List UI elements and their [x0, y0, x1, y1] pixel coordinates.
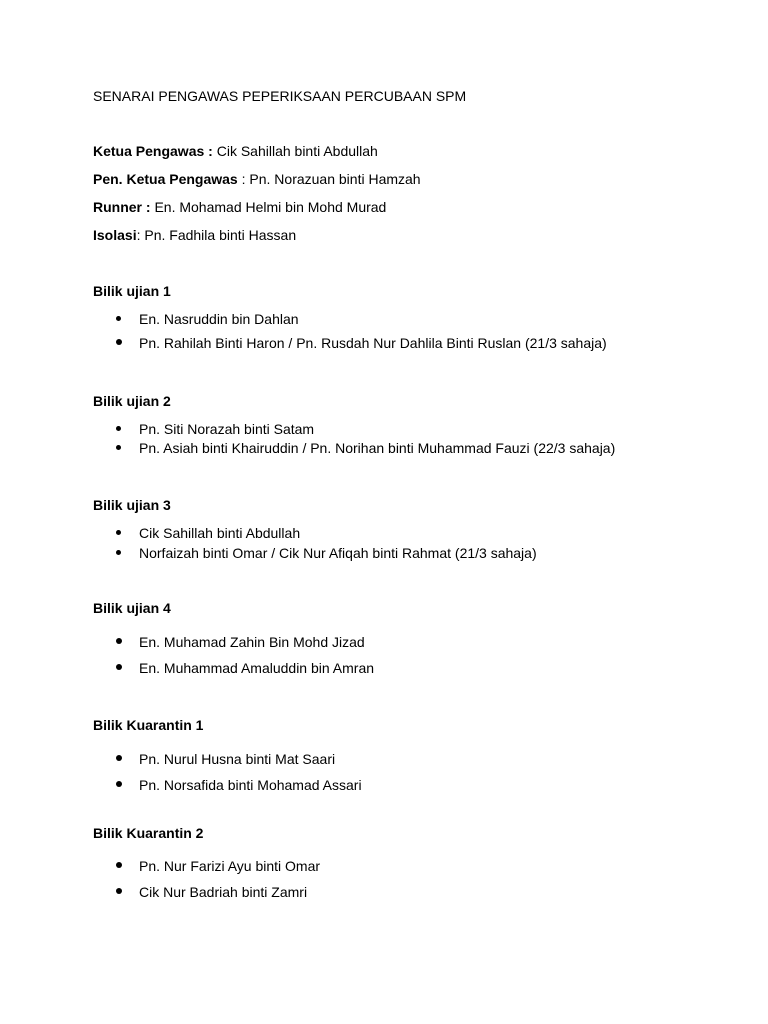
- role-label: Runner :: [93, 199, 151, 215]
- bullet-icon: [116, 888, 122, 894]
- list-item-text: En. Nasruddin bin Dahlan: [139, 311, 299, 327]
- list-item-text: Cik Nur Badriah binti Zamri: [139, 884, 308, 900]
- role-runner: [93, 199, 386, 215]
- bullet-icon: [116, 316, 121, 321]
- section-heading-bilik-ujian-1: Bilik ujian 1: [93, 283, 171, 299]
- role-label: Isolasi: [93, 227, 137, 243]
- list-item-text: Pn. Nur Farizi Ayu binti Omar: [139, 858, 321, 874]
- list-item-text: Pn. Rahilah Binti Haron / Pn. Rusdah Nur Dahlila Binti Ruslan (21/3 sahaja): [139, 335, 607, 351]
- list-item: [116, 660, 374, 676]
- section-heading-bilik-ujian-2: Bilik ujian 2: [93, 393, 171, 409]
- document-title: SENARAI PENGAWAS PEPERIKSAAN PERCUBAAN SPM: [93, 88, 467, 104]
- section-heading-bilik-ujian-3: Bilik ujian 3: [93, 497, 171, 513]
- bullet-icon: [116, 664, 122, 670]
- bullet-icon: [116, 426, 121, 431]
- list-item-text: En. Muhamad Zahin Bin Mohd Jizad: [139, 634, 365, 650]
- section-heading-bilik-kuarantin-2: Bilik Kuarantin 2: [93, 825, 204, 841]
- bullet-icon: [116, 862, 122, 868]
- bullet-icon: [116, 339, 122, 345]
- list-item: [116, 545, 537, 561]
- list-item: [116, 335, 607, 351]
- list-item-text: Pn. Nurul Husna binti Mat Saari: [139, 751, 336, 767]
- role-label: Pen. Ketua Pengawas: [93, 171, 238, 187]
- list-item-text: Norfaizah binti Omar / Cik Nur Afiqah binti Rahmat (21/3 sahaja): [139, 545, 537, 561]
- bullet-icon: [116, 638, 122, 644]
- list-item: [116, 440, 615, 456]
- role-ketua-pengawas: [93, 143, 378, 159]
- list-item: [116, 311, 299, 327]
- role-isolasi: [93, 227, 296, 243]
- list-item: [116, 884, 307, 900]
- section-heading-bilik-kuarantin-1: Bilik Kuarantin 1: [93, 717, 204, 733]
- bullet-icon: [116, 530, 121, 535]
- role-value: En. Mohamad Helmi bin Mohd Murad: [150, 199, 387, 215]
- bullet-icon: [116, 781, 122, 787]
- bullet-icon: [116, 550, 121, 555]
- list-item-text: En. Muhammad Amaluddin bin Amran: [139, 660, 375, 676]
- list-item-text: Pn. Asiah binti Khairuddin / Pn. Norihan binti Muhammad Fauzi (22/3 sahaja): [139, 440, 616, 456]
- list-item: [116, 525, 300, 541]
- list-item: [116, 858, 320, 874]
- role-value: : Pn. Fadhila binti Hassan: [136, 227, 297, 243]
- list-item-text: Pn. Norsafida binti Mohamad Assari: [139, 777, 362, 793]
- list-item: [116, 751, 335, 767]
- list-item: [116, 777, 362, 793]
- list-item-text: Pn. Siti Norazah binti Satam: [139, 421, 315, 437]
- section-heading-bilik-ujian-4: Bilik ujian 4: [93, 600, 171, 616]
- role-value: Cik Sahillah binti Abdullah: [212, 143, 378, 159]
- bullet-icon: [116, 445, 121, 450]
- role-pen-ketua-pengawas: [93, 171, 421, 187]
- list-item: [116, 634, 365, 650]
- list-item-text: Cik Sahillah binti Abdullah: [139, 525, 301, 541]
- role-label: Ketua Pengawas :: [93, 143, 213, 159]
- role-value: : Pn. Norazuan binti Hamzah: [237, 171, 421, 187]
- bullet-icon: [116, 755, 122, 761]
- list-item: [116, 421, 314, 437]
